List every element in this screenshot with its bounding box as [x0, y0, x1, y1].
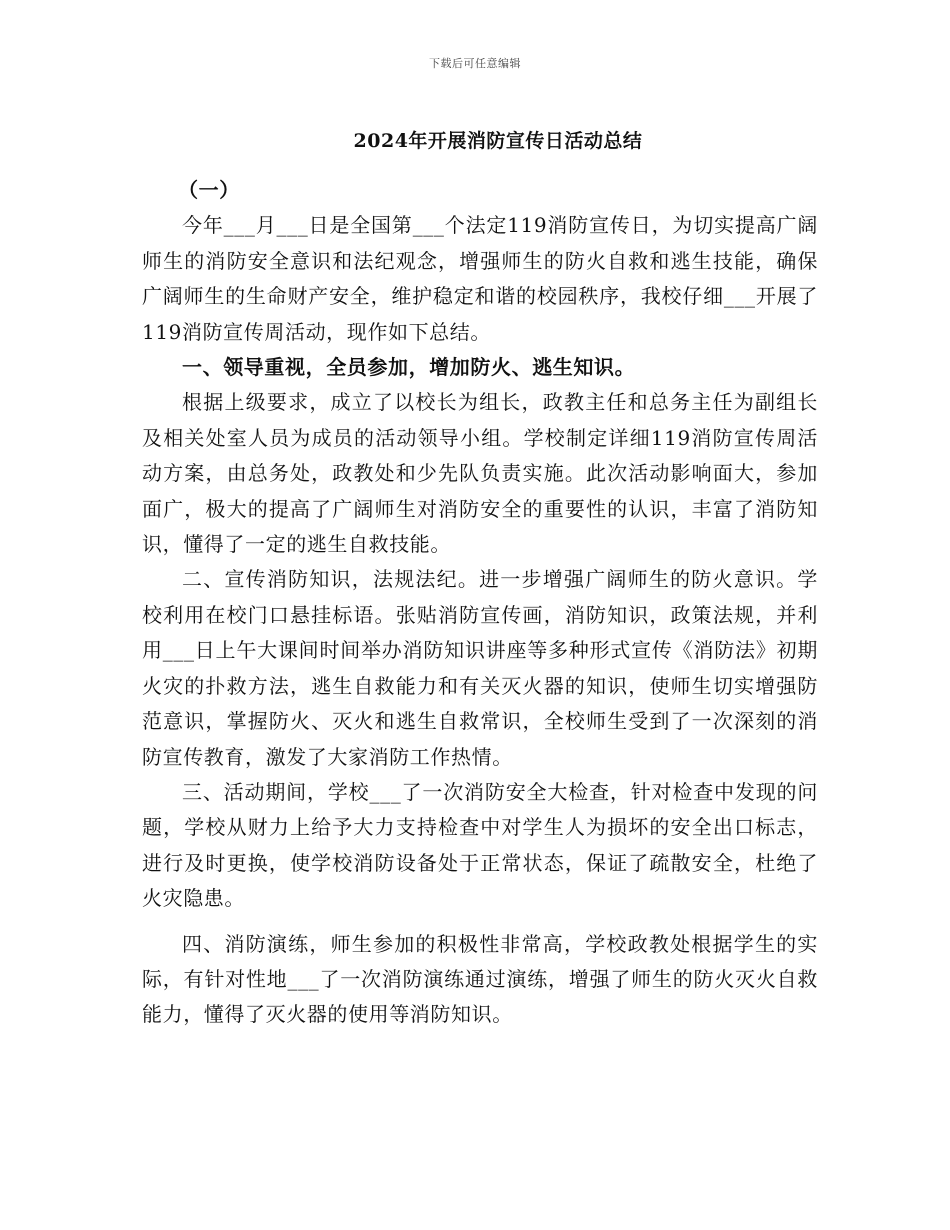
paragraph-3: 三、活动期间，学校___了一次消防安全大检查，针对检查中发现的问题，学校从财力上给予大力支持检查中对学生人为损坏的安全出口标志，进行及时更换，使学校消防设备处于正常状态，保证了疏散安全，杜绝了火灾隐患。: [142, 779, 818, 911]
intro-paragraph: 今年___月___日是全国第___个法定119消防宣传日，为切实提高广阔师生的消防安全意识和法纪观念，增强师生的防火自救和逃生技能，确保广阔师生的生命财产安全，维护稳定和谐的校园秩序，我校仔细___开展了119消防宣传周活动，现作如下总结。: [142, 213, 818, 344]
paragraph-2: 二、宣传消防知识，法规法纪。进一步增强广阔师生的防火意识。学校利用在校门口悬挂标语。张贴消防宣传画，消防知识，政策法规，并利用___日上午大课间时间举办消防知识讲座等多种形式宣传《消防法》初期火灾的扑救方法，逃生自救能力和有关灭火器的知识，使师生切实增强防范意识，掌握防火、灭火和逃生自救常识，全校师生受到了一次深刻的消防宣传教育，激发了大家消防工作热情。: [142, 567, 818, 769]
paragraph-4: 四、消防演练，师生参加的积极性非常高，学校政教处根据学生的实际，有针对性地___了一次消防演练通过演练，增强了师生的防火灭火自救能力，懂得了灭火器的使用等消防知识。: [142, 931, 818, 1027]
header-note: 下载后可任意编辑: [429, 57, 521, 70]
section-number: （一）: [178, 178, 240, 202]
document-title: 2024年开展消防宣传日活动总结: [353, 130, 643, 152]
document-body: [142, 173, 818, 1033]
paragraph-1: 根据上级要求，成立了以校长为组长，政教主任和总务主任为副组长及相关处室人员为成员的活动领导小组。学校制定详细119消防宣传周活动方案，由总务处，政教处和少先队负责实施。此次活动影响面大，参加面广，极大的提高了广阔师生对消防安全的重要性的认识，丰富了消防知识，懂得了一定的逃生自救技能。: [142, 390, 818, 557]
section-heading: 一、领导重视，全员参加，增加防火、逃生知识。: [182, 355, 636, 380]
